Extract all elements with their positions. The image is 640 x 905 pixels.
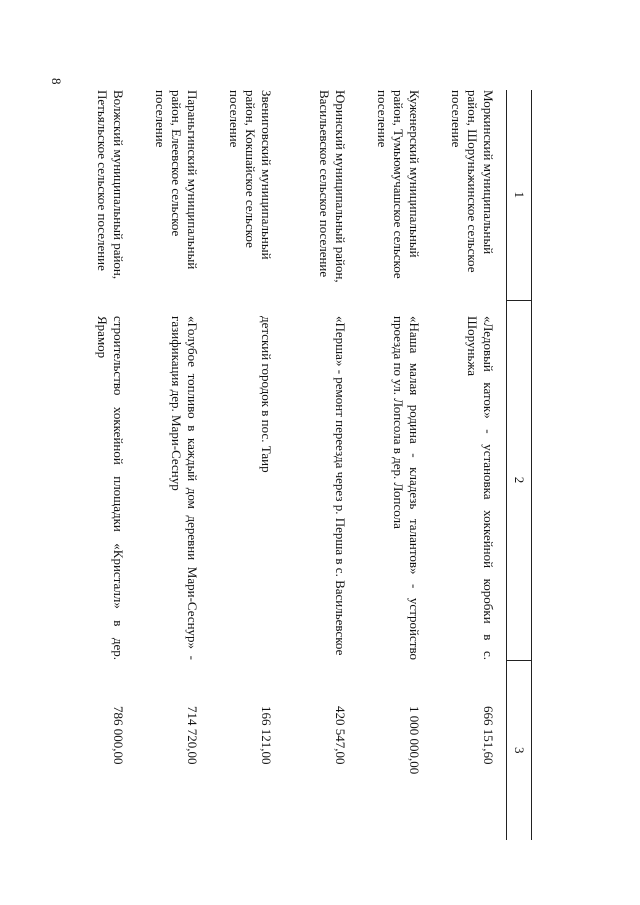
amount-cell — [432, 660, 507, 840]
amount-text: 666 151,60 — [481, 706, 496, 765]
amount-cell — [136, 660, 210, 840]
column-header-2: 2 — [507, 300, 532, 660]
amount-cell — [284, 660, 358, 840]
municipality-cell — [62, 90, 136, 300]
amount-text: 420 547,00 — [333, 706, 348, 765]
project-cell — [284, 300, 358, 660]
municipality-cell — [136, 90, 210, 300]
municipality-cell — [432, 90, 507, 300]
amount-text: 786 000,00 — [111, 706, 126, 765]
municipality-text: Параньгинский муниципальный район, Елеевское сельское поселение — [153, 90, 200, 270]
table-header — [507, 90, 532, 840]
project-cell — [358, 300, 432, 660]
project-text: «Ледовый каток» - установка хоккейной коробки в с. Шоруньжа — [465, 316, 496, 660]
column-header-1: 1 — [507, 90, 532, 300]
municipality-cell — [284, 90, 358, 300]
page-number: 8 — [49, 78, 64, 85]
municipality-text: Юринский муниципальный район, Васильевское сельское поселение — [317, 90, 348, 283]
table-row — [358, 90, 432, 840]
funding-table — [62, 90, 532, 840]
project-text: «Перша» - ремонт переезда через р. Перша в с. Васильевское — [333, 316, 348, 656]
project-cell — [210, 300, 284, 660]
project-cell — [432, 300, 507, 660]
amount-cell — [62, 660, 136, 840]
municipality-text: Моркинский муниципальный район, Шоруньжинское сельское поселение — [449, 90, 496, 273]
municipality-text: Волжский муниципальный район, Петьяльское сельское поселение — [95, 90, 126, 280]
amount-cell — [358, 660, 432, 840]
project-text: детский городок в пос. Таир — [259, 316, 274, 473]
municipality-text: Звениговский муниципальный район, Кокшайское сельское поселение — [227, 90, 274, 260]
amount-text: 166 121,00 — [259, 706, 274, 765]
column-header-3: 3 — [507, 660, 532, 840]
table-row — [432, 90, 507, 840]
amount-cell — [210, 660, 284, 840]
municipality-cell — [210, 90, 284, 300]
project-cell — [62, 300, 136, 660]
table-row — [210, 90, 284, 840]
project-cell — [136, 300, 210, 660]
municipality-cell — [358, 90, 432, 300]
project-text: «Голубое топливо в каждый дом деревни Мари-Сеснур» - газификация дер. Мари-Сеснур — [169, 316, 200, 660]
amount-text: 1 000 000,00 — [407, 706, 422, 775]
municipality-text: Куженерский муниципальный район, Тумьюмучашское сельское поселение — [375, 90, 422, 279]
table-row — [136, 90, 210, 840]
table-row — [62, 90, 136, 840]
rotated-table-container — [95, 90, 532, 840]
table-row — [284, 90, 358, 840]
project-text: строительство хоккейной площадки «Кристалл» в дер. Ярамор — [95, 316, 126, 660]
amount-text: 714 720,00 — [185, 706, 200, 765]
project-text: «Наша малая родина - кладезь талантов» - устройство проезда по ул. Лопсола в дер. Лопсола — [391, 316, 422, 660]
